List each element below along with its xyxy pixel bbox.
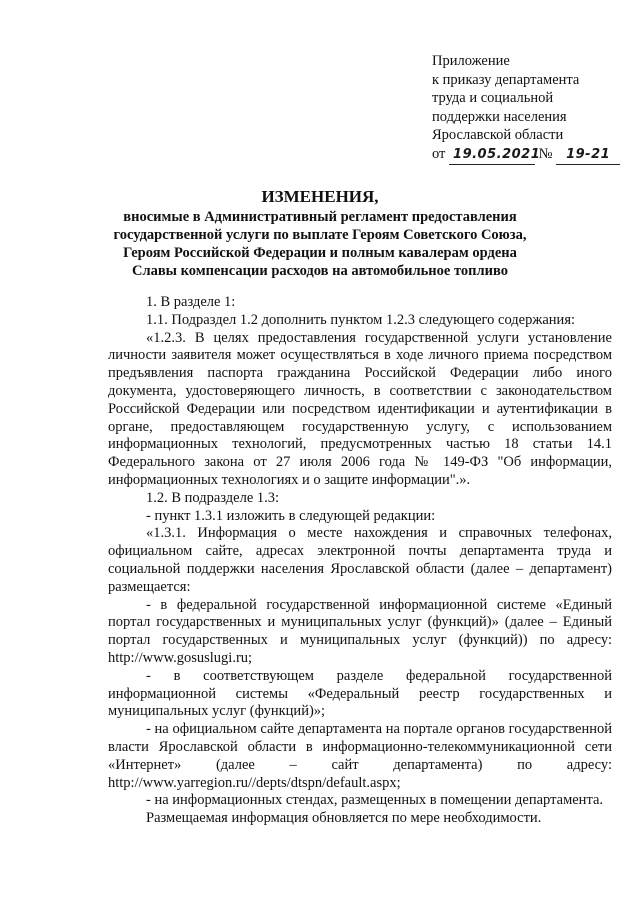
title-subtitle: вносимые в Административный регламент предоставления государственной услуги по выплате Героям Советского Союза, Героям Российской Федерации и полным кавалерам ордена Славы компенсации расходов на автомобильное топливо — [113, 209, 527, 279]
handwritten-date: 19.05.2021 — [449, 146, 535, 166]
paragraph: - на официальном сайте департамента на портале органов государственной власти Ярославской области в информационно-телекоммуникационной сети «Интернет» (далее – сайт департамента) по адресу: http://www.yarregion.ru//depts/dtspn/default.aspx; — [108, 721, 612, 791]
appendix-line: к приказу департамента — [432, 71, 580, 88]
appendix-header — [432, 52, 632, 165]
paragraph: «1.2.3. В целях предоставления государственной услуги установление личности заявителя может осуществляться в ходе личного приема посредством предъявления паспорта гражданина Российской Федерации либо иного документа, удостоверяющего личность, в соответствии с законодательством Российской Федерации или посредством идентификации и аутентификации в органе, предоставляющем государственную услугу, с использованием информационных технологий, предусмотренных частью 18 статьи 14.1 Федерального закона от 27 июля 2006 года № 149-ФЗ "Об информации, информационных технологиях и о защите информации".». — [108, 329, 612, 488]
appendix-line: Ярославской области — [432, 127, 564, 143]
paragraph: 1. В разделе 1: — [146, 294, 236, 310]
paragraph: - на информационных стендах, размещенных в помещении департамента. — [146, 792, 604, 809]
number-sign: № — [538, 145, 553, 162]
document-body — [108, 294, 612, 828]
paragraph: «1.3.1. Информация о месте нахождения и справочных телефонах, официальном сайте, адресах электронной почты департамента труда и социальной поддержки населения Ярославской области (далее – департамент) размещается: — [108, 525, 612, 595]
paragraph: - в федеральной государственной информационной системе «Единый портал государственных и муниципальных услуг (функций)» (далее – Единый портал государственных и муниципальных услуг (функций)) по адресу: http://www.gosuslugi.ru; — [108, 596, 612, 666]
paragraph: Размещаемая информация обновляется по мере необходимости. — [146, 810, 542, 827]
document-title — [100, 186, 540, 280]
appendix-line: Приложение — [432, 53, 510, 69]
appendix-line: труда и социальной — [432, 90, 554, 106]
order-date-number-row — [432, 145, 632, 166]
paragraph: 1.2. В подразделе 1.3: — [146, 489, 280, 506]
from-label: от — [432, 145, 446, 162]
paragraph: - в соответствующем разделе федеральной государственной информационной системы «Федеральный реестр государственных и муниципальных услуг (функций)»; — [108, 667, 612, 720]
appendix-line: поддержки населения — [432, 108, 567, 125]
handwritten-number: 19-21 — [556, 146, 620, 166]
paragraph: 1.1. Подраздел 1.2 дополнить пунктом 1.2.3 следующего содержания: — [146, 311, 576, 328]
paragraph: - пункт 1.3.1 изложить в следующей редакции: — [146, 507, 436, 524]
title-main: ИЗМЕНЕНИЯ, — [261, 187, 379, 206]
